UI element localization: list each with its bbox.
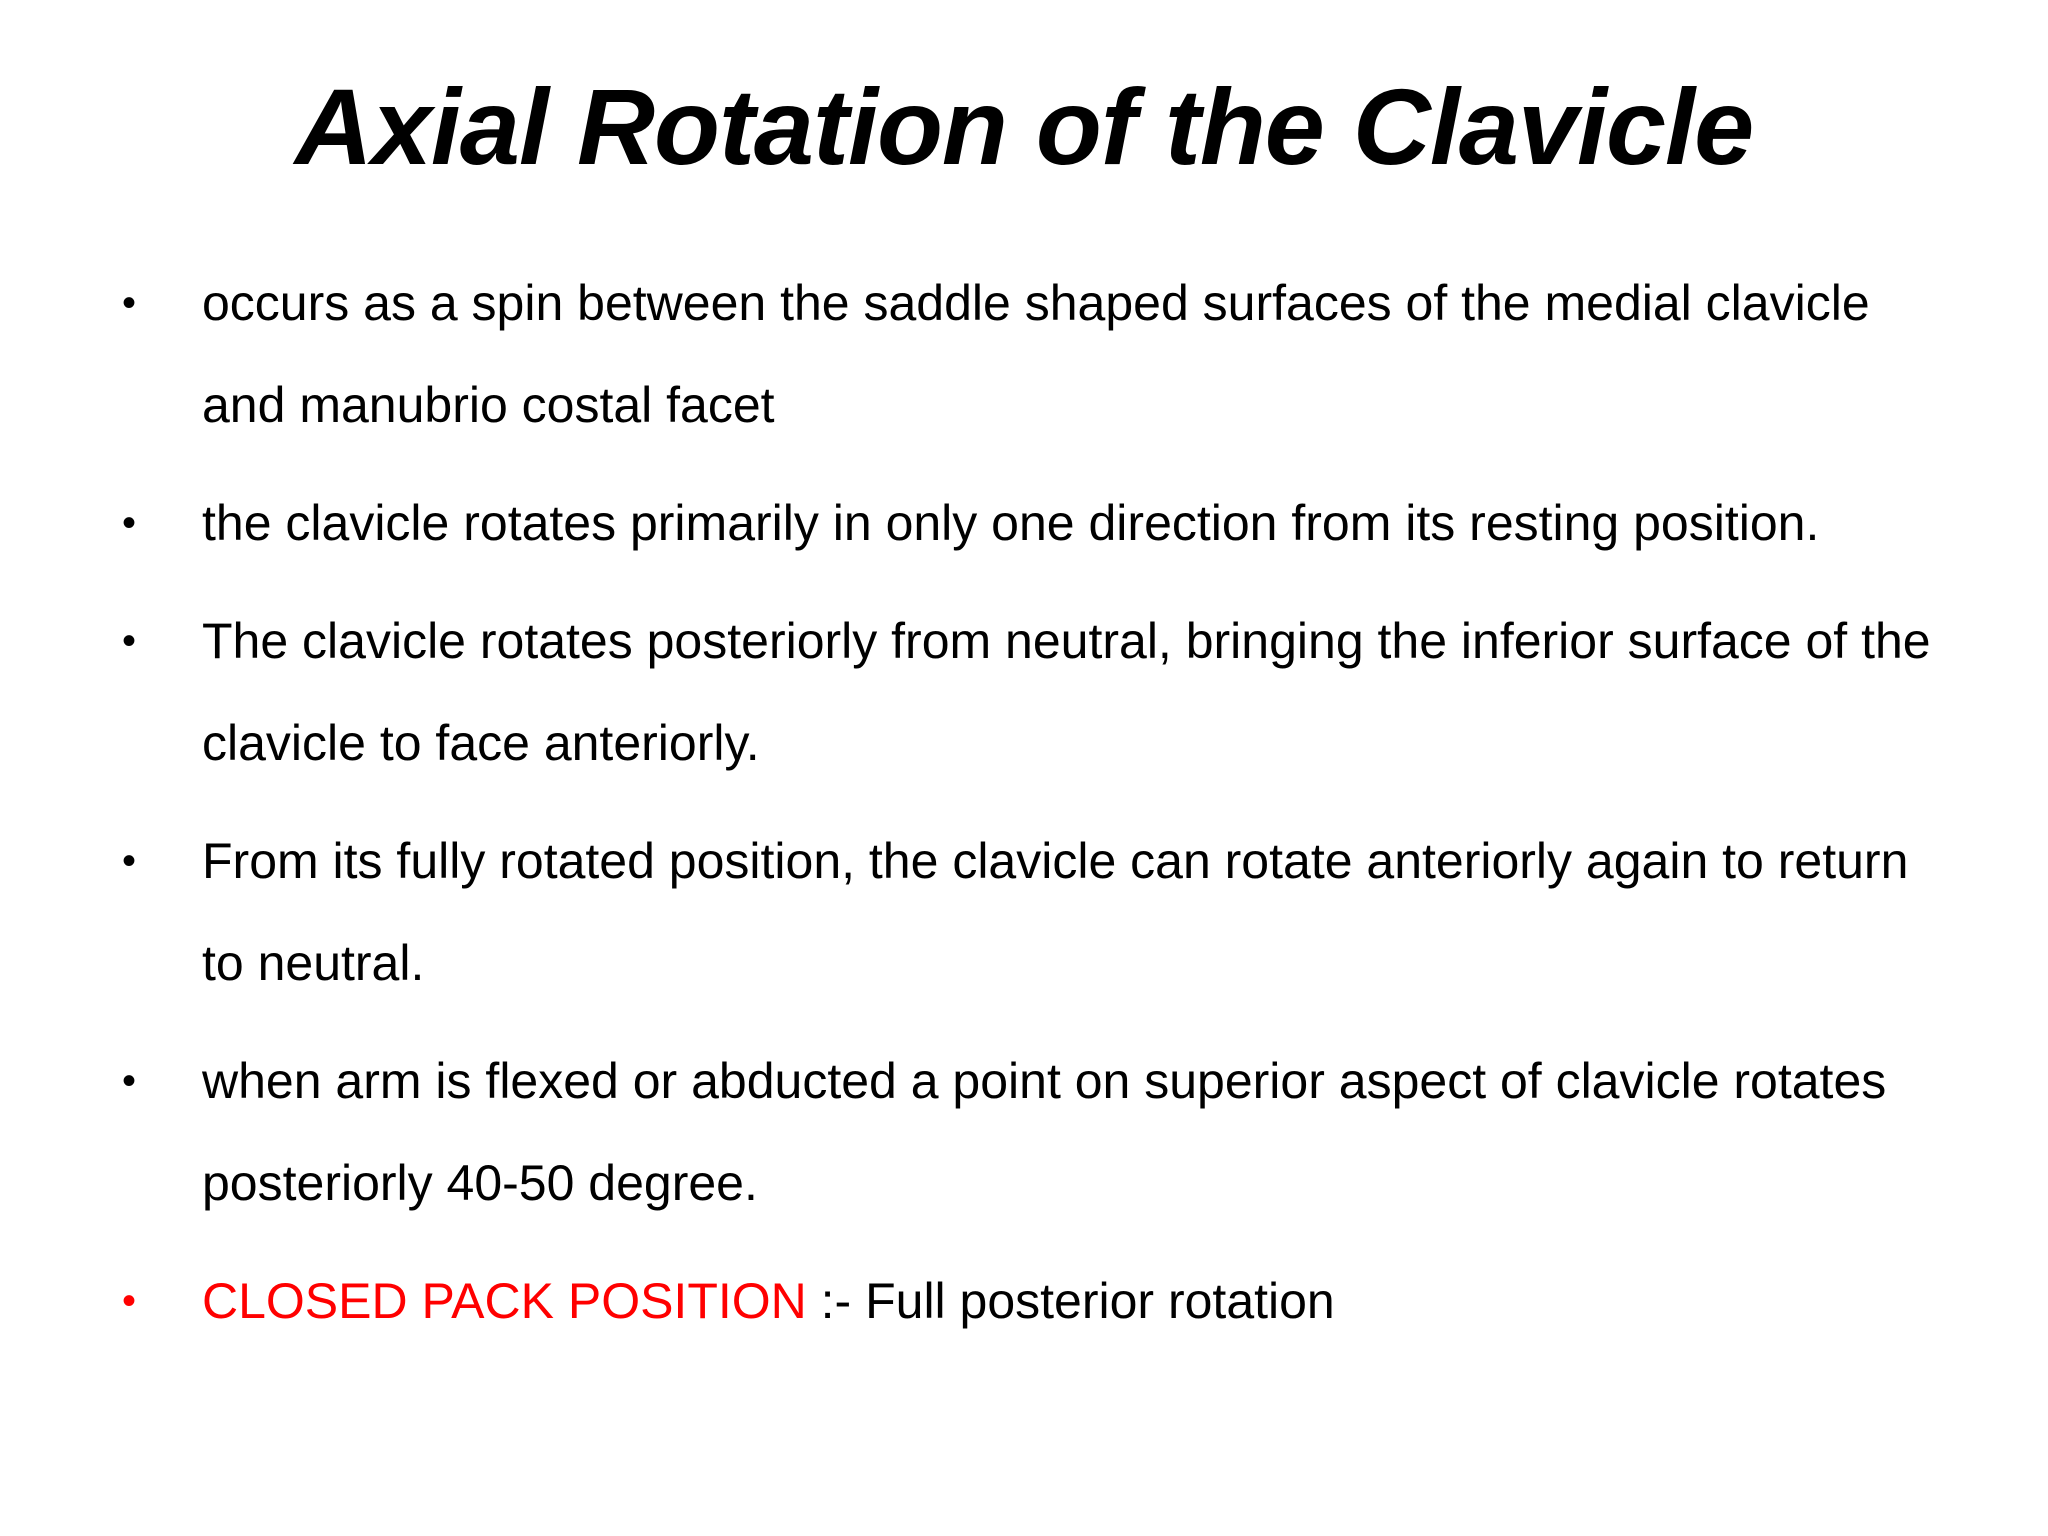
bullet-dot-icon: • bbox=[122, 1059, 137, 1103]
bullet-text: From its fully rotated position, the clavicle can rotate anteriorly again to return to neutral. bbox=[202, 833, 1909, 991]
bullet-item bbox=[120, 810, 1950, 1014]
bullet-dot-icon: • bbox=[122, 1279, 137, 1323]
bullet-dot-icon: • bbox=[122, 281, 137, 325]
bullet-dot-icon: • bbox=[122, 619, 137, 663]
bullet-text: the clavicle rotates primarily in only one direction from its resting position. bbox=[202, 495, 1820, 551]
closed-pack-highlight: CLOSED PACK POSITION bbox=[202, 1273, 807, 1329]
slide-title: Axial Rotation of the Clavicle bbox=[294, 66, 1754, 187]
bullet-item bbox=[120, 252, 1950, 456]
bullet-item-closed-pack bbox=[120, 1250, 1950, 1352]
bullet-dot-icon: • bbox=[122, 501, 137, 545]
bullet-item bbox=[120, 472, 1950, 574]
bullet-item bbox=[120, 590, 1950, 794]
bullet-text: The clavicle rotates posteriorly from neutral, bringing the inferior surface of the clavicle to face anteriorly. bbox=[202, 613, 1931, 771]
bullet-text: occurs as a spin between the saddle shaped surfaces of the medial clavicle and manubrio costal facet bbox=[202, 275, 1870, 433]
bullet-item bbox=[120, 1030, 1950, 1234]
bullet-text: when arm is flexed or abducted a point on superior aspect of clavicle rotates posteriorly 40-50 degree. bbox=[202, 1053, 1887, 1211]
bullet-list bbox=[120, 252, 1950, 1368]
closed-pack-text: :- Full posterior rotation bbox=[806, 1273, 1335, 1329]
bullet-dot-icon: • bbox=[122, 839, 137, 883]
